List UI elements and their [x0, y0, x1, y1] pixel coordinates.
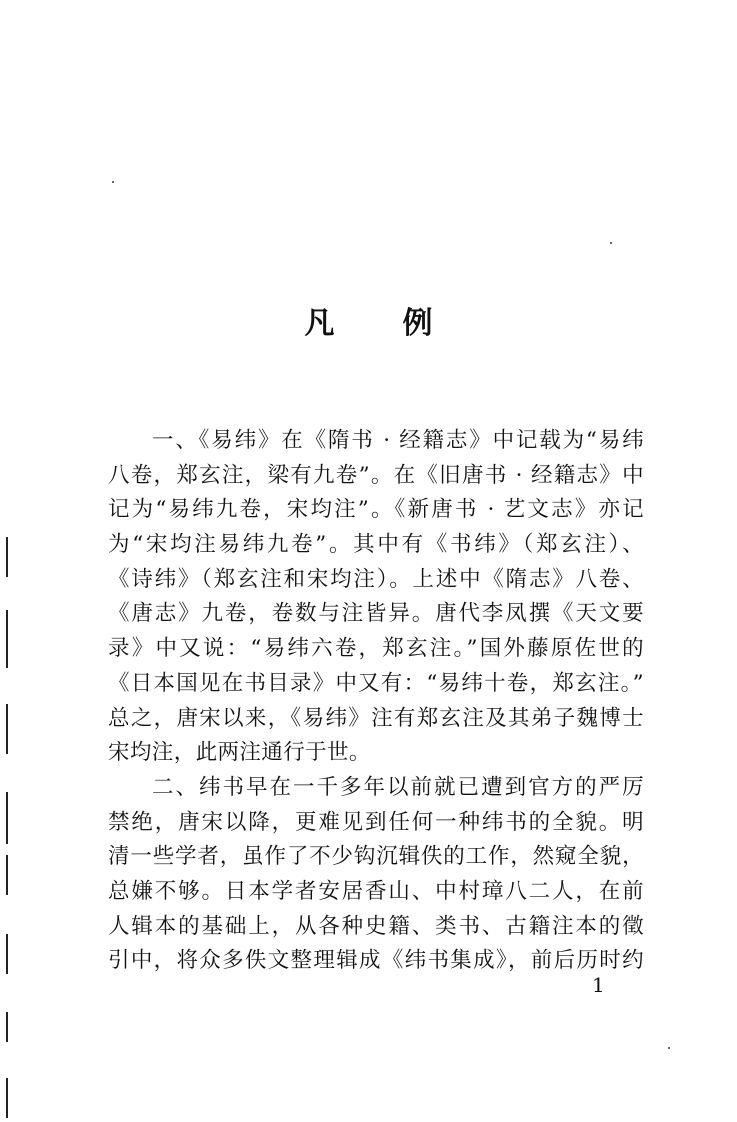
paragraph-1-line: 八卷，郑玄注，梁有九卷”。在《旧唐书 · 经籍志》中 — [108, 462, 644, 488]
paragraph-2-line: 清一些学者，虽作了不少钩沉辑佚的工作，然窥全貌， — [108, 844, 644, 870]
paragraph-1-line: 《唐志》九卷，卷数与注皆异。唐代李凤撰《天文要 — [108, 601, 644, 627]
scan-speck — [610, 242, 612, 244]
scan-margin-mark — [6, 704, 8, 754]
paragraph-1-line: 宋均注，此两注通行于世。 — [108, 740, 371, 766]
title-char-1: 凡 — [304, 306, 335, 341]
paragraph-1-line: 一、《易纬》在《隋书 · 经籍志》中记载为“易纬 — [152, 428, 644, 453]
body-text — [108, 424, 644, 979]
paragraph-1-line: 录》中又说：“易纬六卷，郑玄注。”国外藤原佐世的 — [108, 636, 644, 662]
scan-margin-mark — [6, 1012, 8, 1042]
scan-speck — [112, 181, 114, 183]
paragraph-2-line: 人辑本的基础上，从各种史籍、类书、古籍注本的徵 — [108, 913, 644, 939]
paragraph-2-line: 二、纬书早在一千多年以前就已遭到官方的严厉 — [152, 774, 644, 800]
paragraph-2-line: 禁绝，唐宋以降，更难见到任何一种纬书的全貌。明 — [108, 809, 644, 835]
paragraph-1-line: 《日本国见在书目录》中又有：“易纬十卷，郑玄注。” — [108, 670, 644, 696]
paragraph-2-line: 总嫌不够。日本学者安居香山、中村璋八二人，在前 — [108, 878, 644, 904]
scan-margin-mark — [6, 934, 8, 974]
paragraph-1-line: 《诗纬》（郑玄注和宋均注）。上述中《隋志》八卷、 — [108, 566, 644, 592]
scan-margin-mark — [6, 855, 8, 895]
scan-margin-mark — [6, 792, 8, 844]
title-char-2: 例 — [402, 306, 433, 341]
page-title — [0, 298, 737, 342]
paragraph-1-line: 为“宋均注易纬九卷”。其中有《书纬》（郑玄注）、 — [108, 532, 644, 558]
paragraph-2-line: 引中，将众多佚文整理辑成《纬书集成》，前后历时约 — [108, 948, 644, 974]
paragraph-1-line: 总之，唐宋以来，《易纬》注有郑玄注及其弟子魏博士 — [108, 705, 644, 731]
scan-margin-mark — [6, 1078, 8, 1118]
paragraph-1-line: 记为“易纬九卷，宋均注”。《新唐书 · 艺文志》亦记 — [108, 497, 644, 523]
scan-margin-mark — [6, 537, 8, 577]
scan-speck — [668, 1047, 670, 1049]
page-number: 1 — [592, 973, 605, 997]
scan-margin-mark — [6, 610, 8, 668]
